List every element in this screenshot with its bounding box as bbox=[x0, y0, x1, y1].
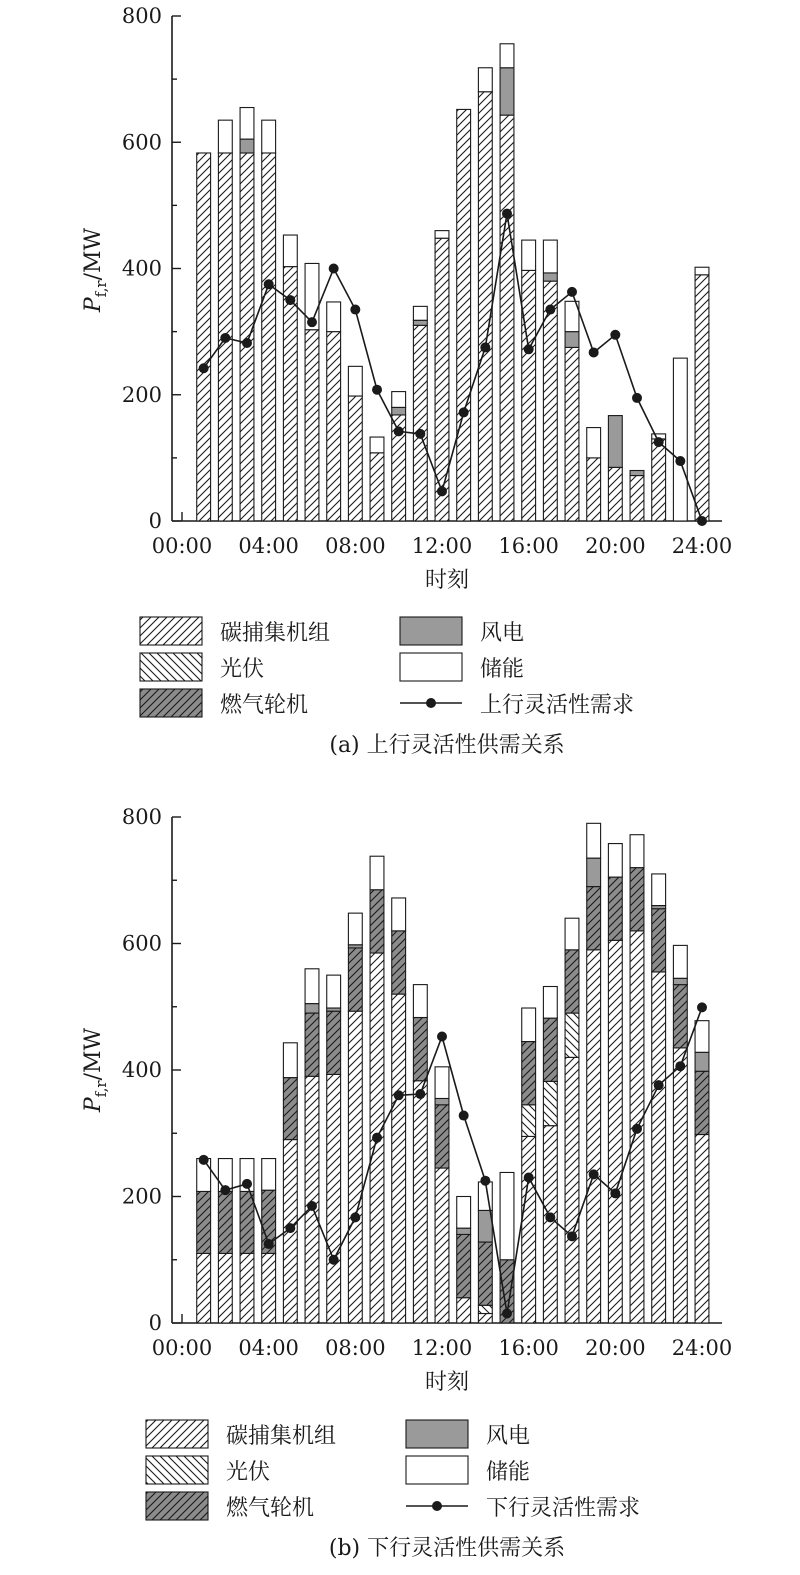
y-tick-label: 200 bbox=[121, 1184, 162, 1209]
bar-segment-2 bbox=[327, 1011, 341, 1074]
bar-segment-0 bbox=[262, 1253, 276, 1323]
bar-segment-4 bbox=[370, 856, 384, 890]
bar-segment-3 bbox=[413, 320, 427, 325]
demand-point bbox=[610, 1188, 620, 1198]
bar-segment-0 bbox=[522, 270, 536, 521]
demand-point bbox=[524, 1173, 534, 1183]
bar-segment-0 bbox=[240, 1253, 254, 1323]
bar-segment-0 bbox=[348, 396, 362, 521]
x-tick-label: 08:00 bbox=[325, 1336, 386, 1360]
x-tick-label: 04:00 bbox=[238, 1336, 299, 1360]
bar-segment-0 bbox=[695, 275, 709, 521]
bar-segment-0 bbox=[197, 153, 211, 521]
demand-point bbox=[264, 1239, 274, 1249]
demand-point bbox=[350, 1212, 360, 1222]
legend-swatch bbox=[146, 1492, 208, 1520]
demand-point bbox=[220, 333, 230, 343]
bar-segment-0 bbox=[652, 972, 666, 1323]
x-tick-label: 16:00 bbox=[498, 1336, 559, 1360]
bar-segment-0 bbox=[608, 940, 622, 1323]
bar-segment-1 bbox=[565, 1013, 579, 1057]
x-tick-label: 20:00 bbox=[585, 534, 646, 558]
y-tick-label: 800 bbox=[121, 4, 162, 28]
legend-label: 光伏 bbox=[226, 1460, 271, 1485]
demand-point bbox=[350, 305, 360, 315]
y-tick-label: 600 bbox=[121, 931, 162, 956]
bar-segment-2 bbox=[413, 1018, 427, 1081]
bar-segment-2 bbox=[457, 1234, 471, 1297]
demand-polyline bbox=[204, 1007, 702, 1313]
bar-segment-0 bbox=[478, 92, 492, 521]
bar-segment-2 bbox=[283, 1078, 297, 1140]
demand-point bbox=[675, 1061, 685, 1071]
bar-segment-2 bbox=[370, 890, 384, 953]
bar-segment-3 bbox=[500, 68, 514, 115]
bar-segment-2 bbox=[218, 1191, 232, 1253]
x-tick-label: 00:00 bbox=[151, 534, 213, 558]
legend-swatch bbox=[140, 617, 202, 645]
legend-swatch bbox=[406, 1420, 468, 1448]
bar-segment-4 bbox=[283, 235, 297, 267]
chart-a-xlabel: 时刻 bbox=[424, 568, 470, 593]
legend-label: 风电 bbox=[480, 621, 525, 646]
bar-segment-0 bbox=[630, 476, 644, 521]
demand-polyline bbox=[204, 214, 702, 521]
bar-segment-2 bbox=[478, 1242, 492, 1305]
legend-label: 燃气轮机 bbox=[226, 1496, 315, 1521]
y-tick-label: 400 bbox=[121, 256, 162, 281]
bar-segment-4 bbox=[608, 844, 622, 878]
bar-segment-0 bbox=[197, 1253, 211, 1323]
bar-segment-4 bbox=[327, 975, 341, 1008]
bar-segment-3 bbox=[457, 1228, 471, 1234]
y-tick-label: 0 bbox=[148, 509, 162, 533]
y-tick-label: 400 bbox=[121, 1058, 162, 1082]
demand-point bbox=[654, 437, 664, 447]
bar-segment-4 bbox=[587, 428, 601, 458]
demand-point bbox=[632, 393, 642, 403]
legend-label: 下行灵活性需求 bbox=[486, 1496, 641, 1521]
bar-segment-4 bbox=[695, 267, 709, 275]
bar-segment-0 bbox=[218, 1253, 232, 1323]
bar-segment-3 bbox=[240, 139, 254, 153]
bar-segment-1 bbox=[543, 1081, 557, 1125]
bar-segment-2 bbox=[348, 948, 362, 1011]
bar-segment-4 bbox=[652, 874, 666, 906]
demand-point bbox=[459, 1111, 469, 1121]
bar-segment-0 bbox=[565, 347, 579, 521]
bar-segment-0 bbox=[413, 1081, 427, 1323]
legend-point bbox=[432, 1501, 442, 1511]
bar-segment-4 bbox=[218, 120, 232, 153]
bar-segment-0 bbox=[262, 153, 276, 521]
demand-point bbox=[415, 1089, 425, 1099]
bar-segment-4 bbox=[262, 120, 276, 153]
demand-point bbox=[654, 1080, 664, 1090]
bar-segment-4 bbox=[435, 231, 449, 239]
bar-segment-4 bbox=[522, 1008, 536, 1042]
demand-point bbox=[502, 1309, 512, 1319]
demand-point bbox=[589, 1169, 599, 1179]
demand-point bbox=[632, 1124, 642, 1134]
chart-panel-a bbox=[81, 4, 732, 758]
legend-swatch bbox=[146, 1420, 208, 1448]
bar-segment-3 bbox=[435, 1098, 449, 1104]
demand-point bbox=[437, 486, 447, 496]
legend-swatch bbox=[400, 617, 462, 645]
bar-segment-4 bbox=[457, 1197, 471, 1229]
legend-label: 燃气轮机 bbox=[220, 693, 309, 718]
bar-segment-3 bbox=[543, 273, 557, 281]
bar-segment-1 bbox=[522, 1105, 536, 1137]
bar-segment-0 bbox=[392, 994, 406, 1323]
x-tick-label: 24:00 bbox=[671, 1336, 733, 1360]
bar-segment-2 bbox=[543, 1018, 557, 1081]
bar-segment-0 bbox=[327, 1074, 341, 1323]
bar-segment-3 bbox=[673, 978, 687, 984]
bar-segment-4 bbox=[565, 918, 579, 950]
bar-segment-2 bbox=[305, 1013, 319, 1076]
chart-panel-b bbox=[81, 805, 732, 1561]
demand-point bbox=[697, 516, 707, 526]
legend-label: 储能 bbox=[480, 657, 525, 682]
demand-point bbox=[545, 1212, 555, 1222]
demand-point bbox=[610, 330, 620, 340]
bar-segment-4 bbox=[413, 306, 427, 320]
bar-segment-2 bbox=[392, 931, 406, 994]
bar-segment-4 bbox=[305, 969, 319, 1004]
demand-point bbox=[199, 1155, 209, 1165]
bar-segment-2 bbox=[197, 1191, 211, 1253]
chart-b-xlabel: 时刻 bbox=[424, 1370, 470, 1395]
bar-segment-4 bbox=[348, 913, 362, 945]
chart-b-ylabel: $P_{f,r}/MW$ bbox=[81, 1027, 110, 1113]
bar-segment-0 bbox=[457, 1298, 471, 1323]
demand-point bbox=[567, 1231, 577, 1241]
demand-point bbox=[285, 1223, 295, 1233]
legend-swatch bbox=[400, 653, 462, 681]
demand-point bbox=[394, 1090, 404, 1100]
x-tick-label: 04:00 bbox=[238, 534, 299, 558]
y-tick-label: 800 bbox=[121, 805, 162, 829]
legend-swatch bbox=[140, 653, 202, 681]
chart-a-ylabel: $P_{f,r}/MW$ bbox=[81, 227, 110, 313]
demand-point bbox=[329, 264, 339, 274]
bar-segment-3 bbox=[305, 1004, 319, 1013]
chart-a-legend bbox=[140, 617, 634, 718]
legend-label: 储能 bbox=[486, 1460, 531, 1485]
bar-segment-2 bbox=[630, 868, 644, 931]
bar-segment-0 bbox=[348, 1011, 362, 1323]
bar-segment-0 bbox=[673, 1048, 687, 1323]
demand-point bbox=[372, 385, 382, 395]
bar-segment-3 bbox=[565, 332, 579, 348]
bar-segment-3 bbox=[392, 407, 406, 415]
bar-segment-4 bbox=[522, 240, 536, 270]
bar-segment-4 bbox=[240, 108, 254, 140]
bar-segment-4 bbox=[500, 44, 514, 68]
y-tick-label: 0 bbox=[148, 1311, 162, 1335]
bar-segment-0 bbox=[522, 1136, 536, 1323]
legend-label: 风电 bbox=[486, 1424, 531, 1449]
bar-segment-0 bbox=[565, 1057, 579, 1323]
demand-point bbox=[372, 1133, 382, 1143]
x-tick-label: 00:00 bbox=[151, 1336, 213, 1360]
bar-segment-0 bbox=[500, 115, 514, 521]
x-tick-label: 16:00 bbox=[498, 534, 559, 558]
chart-b-caption: (b) 下行灵活性供需关系 bbox=[328, 1536, 566, 1561]
bar-segment-4 bbox=[413, 985, 427, 1018]
legend-swatch bbox=[140, 689, 202, 717]
bar-segment-2 bbox=[695, 1071, 709, 1134]
demand-point bbox=[524, 344, 534, 354]
bar-segment-0 bbox=[413, 325, 427, 521]
demand-point bbox=[415, 429, 425, 439]
bar-segment-2 bbox=[587, 887, 601, 950]
bar-segment-2 bbox=[565, 950, 579, 1013]
bar-segment-4 bbox=[435, 1067, 449, 1099]
y-tick-label: 600 bbox=[121, 130, 162, 155]
bar-segment-0 bbox=[587, 950, 601, 1323]
bar-segment-3 bbox=[608, 416, 622, 468]
legend-swatch bbox=[146, 1456, 208, 1484]
bar-segment-4 bbox=[673, 945, 687, 978]
bar-segment-0 bbox=[457, 109, 471, 521]
legend-label: 光伏 bbox=[220, 657, 265, 682]
demand-point bbox=[480, 1176, 490, 1186]
bar-segment-2 bbox=[608, 877, 622, 940]
legend-label: 碳捕集机组 bbox=[220, 621, 331, 646]
demand-point bbox=[502, 209, 512, 219]
bar-segment-0 bbox=[543, 1126, 557, 1323]
demand-point bbox=[589, 347, 599, 357]
demand-point bbox=[307, 317, 317, 327]
demand-point bbox=[480, 342, 490, 352]
demand-point bbox=[329, 1255, 339, 1265]
bar-segment-4 bbox=[370, 437, 384, 453]
bar-segment-4 bbox=[695, 1021, 709, 1053]
demand-point bbox=[199, 363, 209, 373]
demand-point bbox=[307, 1201, 317, 1211]
bar-segment-0 bbox=[327, 332, 341, 521]
bar-segment-3 bbox=[630, 471, 644, 476]
legend-label: 上行灵活性需求 bbox=[480, 693, 635, 718]
bar-segment-0 bbox=[305, 1076, 319, 1323]
x-tick-label: 08:00 bbox=[325, 534, 386, 558]
demand-point bbox=[545, 305, 555, 315]
bar-segment-0 bbox=[587, 458, 601, 521]
demand-point bbox=[285, 295, 295, 305]
demand-point bbox=[437, 1031, 447, 1041]
bar-segment-4 bbox=[348, 366, 362, 396]
bar-segment-0 bbox=[695, 1135, 709, 1323]
demand-point bbox=[242, 1179, 252, 1189]
bar-segment-4 bbox=[500, 1172, 514, 1259]
y-tick-label: 200 bbox=[121, 382, 162, 407]
bar-segment-0 bbox=[652, 439, 666, 521]
demand-point bbox=[394, 426, 404, 436]
bar-segment-3 bbox=[695, 1052, 709, 1071]
bar-segment-3 bbox=[587, 858, 601, 886]
x-tick-label: 24:00 bbox=[671, 534, 733, 558]
bar-segment-4 bbox=[630, 835, 644, 868]
bar-segment-2 bbox=[522, 1042, 536, 1105]
chart-b-legend bbox=[146, 1420, 640, 1521]
legend-label: 碳捕集机组 bbox=[226, 1424, 337, 1449]
bar-segment-0 bbox=[240, 153, 254, 521]
demand-point bbox=[242, 338, 252, 348]
x-tick-label: 20:00 bbox=[585, 1336, 646, 1360]
demand-point bbox=[264, 279, 274, 289]
bar-segment-0 bbox=[370, 453, 384, 521]
bar-segment-2 bbox=[673, 985, 687, 1048]
demand-point bbox=[697, 1002, 707, 1012]
bar-segment-2 bbox=[240, 1191, 254, 1253]
bar-segment-4 bbox=[543, 240, 557, 273]
demand-point bbox=[675, 456, 685, 466]
bar-segment-4 bbox=[392, 898, 406, 931]
bar-segment-1 bbox=[478, 1305, 492, 1313]
bar-segment-4 bbox=[283, 1043, 297, 1078]
bar-segment-0 bbox=[305, 330, 319, 521]
bar-segment-2 bbox=[435, 1105, 449, 1168]
bar-segment-0 bbox=[608, 467, 622, 521]
demand-point bbox=[220, 1185, 230, 1195]
legend-point bbox=[426, 698, 436, 708]
bar-segment-2 bbox=[652, 909, 666, 972]
bar-segment-4 bbox=[673, 358, 687, 521]
bar-segment-4 bbox=[262, 1159, 276, 1191]
bar-segment-4 bbox=[327, 302, 341, 332]
bar-segment-4 bbox=[392, 392, 406, 408]
demand-point bbox=[567, 287, 577, 297]
bar-segment-4 bbox=[543, 987, 557, 1019]
chart-a-caption: (a) 上行灵活性供需关系 bbox=[329, 733, 565, 758]
bar-segment-4 bbox=[587, 823, 601, 858]
bar-segment-0 bbox=[435, 1168, 449, 1323]
x-tick-label: 12:00 bbox=[411, 534, 473, 558]
x-tick-label: 12:00 bbox=[411, 1336, 473, 1360]
bar-segment-0 bbox=[478, 1314, 492, 1323]
legend-swatch bbox=[406, 1456, 468, 1484]
bar-segment-4 bbox=[478, 68, 492, 92]
demand-point bbox=[459, 407, 469, 417]
